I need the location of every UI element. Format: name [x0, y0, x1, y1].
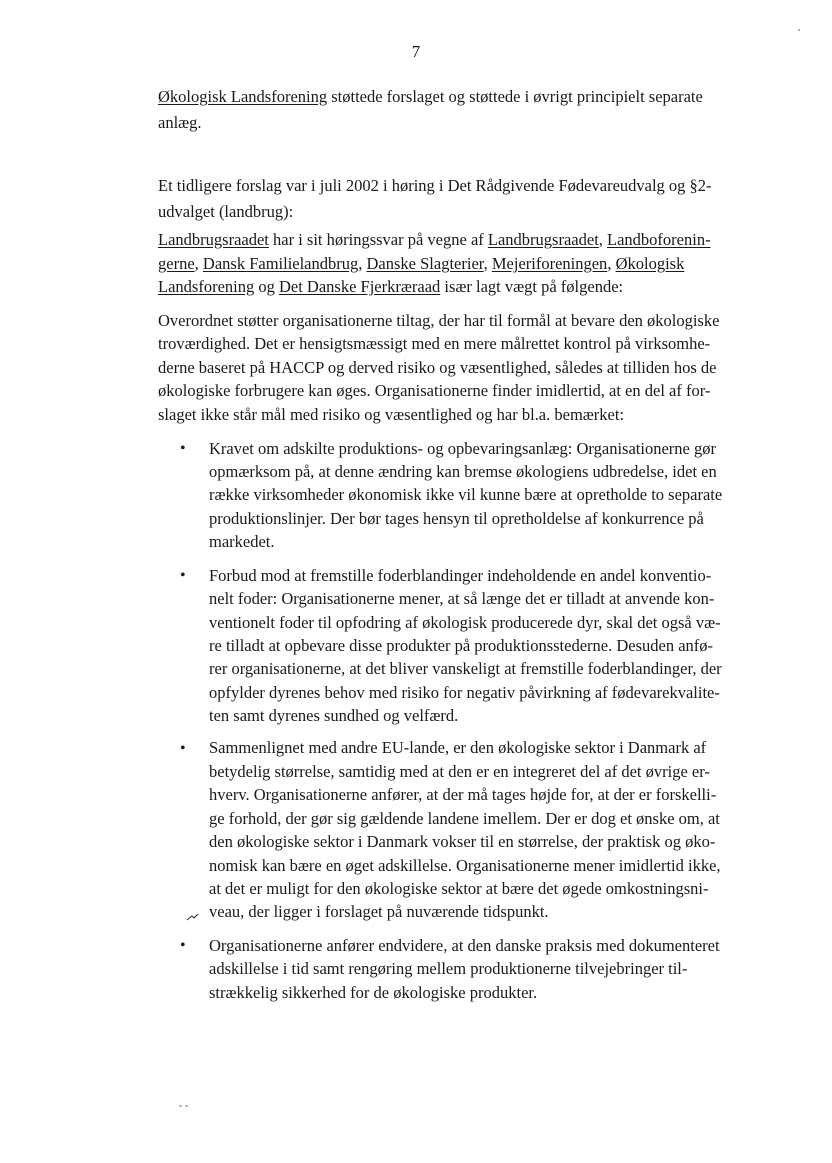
para4-line4: økologiske forbrugere kan øges. Organisationerne finder imidlertid, at en del af for- [158, 381, 711, 400]
para3-line3: Landsforening og Det Danske Fjerkræraad især lagt vægt på følgende: [158, 277, 624, 296]
para4-line3: derne baseret på HACCP og derved risiko og væsentlighed, således at tilliden hos de [158, 358, 717, 377]
org-oekologisk: Økologisk [615, 254, 685, 273]
org-landboforeningerne-cont: gerne [158, 254, 195, 273]
bullet-2-dot: • [180, 567, 186, 584]
scan-mark-bottom [178, 1104, 192, 1108]
scan-dot [797, 28, 801, 32]
bullet3-line6: nomisk kan bære en øget adskillelse. Organisationerne mener imidlertid ikke, [209, 856, 721, 875]
para4-line5: slaget ikke står mål med risiko og væsentlighed og har bl.a. bemærket: [158, 405, 625, 424]
bullet2-line6: opfylder dyrenes behov med risiko for negativ påvirkning af fødevarekvalite- [209, 683, 720, 702]
bullet4-line1: Organisationerne anfører endvidere, at den danske praksis med dokumenteret [209, 936, 720, 955]
org-mejeriforeningen: Mejeriforeningen [491, 254, 608, 273]
org-dansk-familielandbrug: Dansk Familielandbrug [202, 254, 359, 273]
bullet2-line3: ventionelt foder til opfodring af økologisk producerede dyr, skal det også væ- [209, 613, 721, 632]
bullet1-line2: opmærksom på, at denne ændring kan bremse økologiens udbredelse, idet en [209, 462, 717, 481]
para1-line1: Økologisk Landsforening støttede forslaget og støttede i øvrigt principielt separate [158, 87, 703, 106]
para4-line1: Overordnet støtter organisationerne tiltag, der har til formål at bevare den økologiske [158, 311, 720, 330]
para3-line2: gerne, Dansk Familielandbrug, Danske Slagterier, Mejeriforeningen, Økologisk [158, 254, 685, 273]
bullet1-line3: række virksomheder økonomisk ikke vil kunne bære at opretholde to separate [209, 485, 723, 504]
org-oekologisk-landsforening: Økologisk Landsforening [158, 87, 328, 106]
bullet3-line3: hverv. Organisationerne anfører, at der må tages højde for, at der er forskelli- [209, 785, 717, 804]
bullet3-line7: at det er muligt for den økologiske sektor at bære det øgede omkostningsni- [209, 879, 709, 898]
bullet2-line5: rer organisationerne, at det bliver vanskeligt at fremstille foderblandinger, der [209, 659, 722, 678]
bullet3-line4: ge forhold, der gør sig gældende landene imellem. Der er dog et ønske om, at [209, 809, 720, 828]
bullet2-line2: nelt foder: Organisationerne mener, at så længe det er tilladt at anvende kon- [209, 589, 715, 608]
org-danske-slagterier: Danske Slagterier [366, 254, 484, 273]
bullet-1-dot: • [180, 440, 186, 457]
bullet4-line3: strækkelig sikkerhed for de økologiske produkter. [209, 983, 538, 1002]
org-landsforening: Landsforening [158, 277, 255, 296]
org-landbrugsraadet-2: Landbrugsraadet [487, 230, 599, 249]
bullet2-line1: Forbud mod at fremstille foderblandinger indeholdende en andel konventio- [209, 566, 712, 585]
bullet2-line4: re tilladt at opbevare disse produkter på produktionsstederne. Desuden anfø- [209, 636, 714, 655]
bullet-4-dot: • [180, 937, 186, 954]
para1-line2: anlæg. [158, 113, 202, 132]
bullet3-line2: betydelig størrelse, samtidig med at den er en integreret del af det øvrige er- [209, 762, 710, 781]
para4-line2: troværdighed. Det er hensigtsmæssigt med en mere målrettet kontrol på virksomhe- [158, 334, 711, 353]
para2-line1: Et tidligere forslag var i juli 2002 i høring i Det Rådgivende Fødevareudvalg og §2- [158, 176, 712, 195]
para3-line1: Landbrugsraadet har i sit høringssvar på vegne af Landbrugsraadet, Landboforenin- [158, 230, 711, 249]
bullet1-line1: Kravet om adskilte produktions- og opbevaringsanlæg: Organisationerne gør [209, 439, 716, 458]
bullet1-line5: markedet. [209, 532, 275, 551]
bullet-3-dot: • [180, 740, 186, 757]
scan-mark [186, 912, 200, 922]
org-landbrugsraadet: Landbrugsraadet [158, 230, 269, 249]
bullet2-line7: ten samt dyrenes sundhed og velfærd. [209, 706, 459, 725]
bullet3-line5: den økologiske sektor i Danmark vokser til en størrelse, der praktisk og øko- [209, 832, 716, 851]
para2-line2: udvalget (landbrug): [158, 202, 294, 221]
bullet4-line2: adskillelse i tid samt rengøring mellem produktionerne tilvejebringer til- [209, 959, 688, 978]
org-det-danske-fjerkraeraad: Det Danske Fjerkræraad [278, 277, 441, 296]
bullet1-line4: produktionslinjer. Der bør tages hensyn til opretholdelse af konkurrence på [209, 509, 704, 528]
page-number: 7 [411, 42, 421, 61]
bullet3-line8: veau, der ligger i forslaget på nuværende tidspunkt. [209, 902, 549, 921]
bullet3-line1: Sammenlignet med andre EU-lande, er den økologiske sektor i Danmark af [209, 738, 707, 757]
org-landboforeningerne: Landboforenin- [607, 230, 711, 249]
